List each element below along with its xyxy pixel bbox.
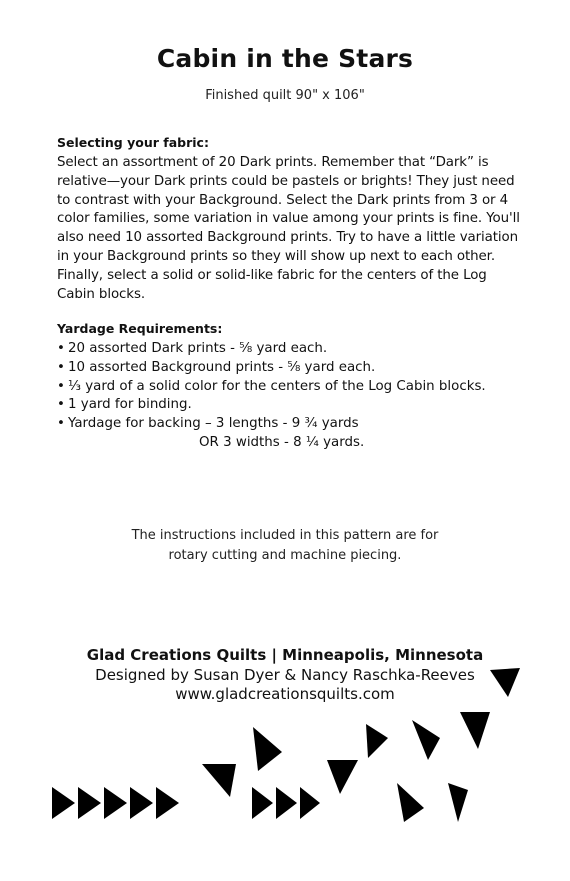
- goose-triangle: [412, 720, 440, 760]
- goose-triangle: [104, 787, 127, 819]
- goose-triangle: [300, 787, 320, 819]
- goose-triangle: [448, 783, 468, 822]
- instructions-note: [0, 526, 570, 566]
- goose-triangle: [397, 783, 424, 822]
- goose-triangle: [78, 787, 101, 819]
- goose-triangle: [202, 764, 236, 797]
- company-line: Glad Creations Quilts | Minneapolis, Minnesota: [86, 646, 484, 664]
- list-item: • 1 yard for binding.: [57, 397, 192, 413]
- list-item: • ⅓ yard of a solid color for the centers of the Log Cabin blocks.: [57, 378, 486, 394]
- backing-alternative: OR 3 widths - 8 ¼ yards.: [199, 434, 365, 450]
- fabric-heading: Selecting your fabric:: [57, 135, 209, 150]
- yardage-heading: Yardage Requirements:: [57, 321, 223, 336]
- list-item: • 20 assorted Dark prints - ⅝ yard each.: [57, 341, 328, 356]
- goose-triangle: [253, 727, 282, 771]
- website-link[interactable]: www.gladcreationsquilts.com: [175, 685, 395, 703]
- yardage-section: [57, 320, 527, 453]
- geese-row-left: [52, 787, 179, 819]
- goose-triangle: [52, 787, 75, 819]
- fabric-section: [57, 134, 527, 304]
- footer: [0, 646, 570, 705]
- goose-triangle: [460, 712, 490, 749]
- note-line-1: The instructions included in this pattern are for: [131, 528, 439, 543]
- goose-triangle: [366, 724, 388, 758]
- note-line-2: rotary cutting and machine piecing.: [168, 548, 402, 563]
- goose-triangle: [276, 787, 297, 819]
- yardage-list: [57, 340, 527, 453]
- designers-line: Designed by Susan Dyer & Nancy Raschka-Reeves: [95, 665, 475, 684]
- goose-triangle: [252, 787, 273, 819]
- geese-row-middle: [252, 787, 320, 819]
- goose-triangle: [327, 760, 358, 794]
- list-item: • 10 assorted Background prints - ⅝ yard each.: [57, 359, 376, 375]
- fabric-instructions: Select an assortment of 20 Dark prints. Remember that “Dark” is relative—your Dark prints could be pastels or brights! They just need to contrast with your Background. Select the Dark prints from 3 or 4 color families, some variation in value among your prints is fine. You'll also need 10 assorted Background prints. Try to have a little variation in your Background prints so they will show up next to each other. Finally, select a solid or solid-like fabric for the centers of the Log Cabin blocks.: [57, 155, 520, 302]
- goose-triangle: [156, 787, 179, 819]
- list-item: • Yardage for backing – 3 lengths - 9 ¾ yards: [57, 416, 359, 432]
- page-title: Cabin in the Stars: [156, 44, 414, 73]
- goose-triangle: [130, 787, 153, 819]
- finished-size: Finished quilt 90" x 106": [205, 88, 365, 103]
